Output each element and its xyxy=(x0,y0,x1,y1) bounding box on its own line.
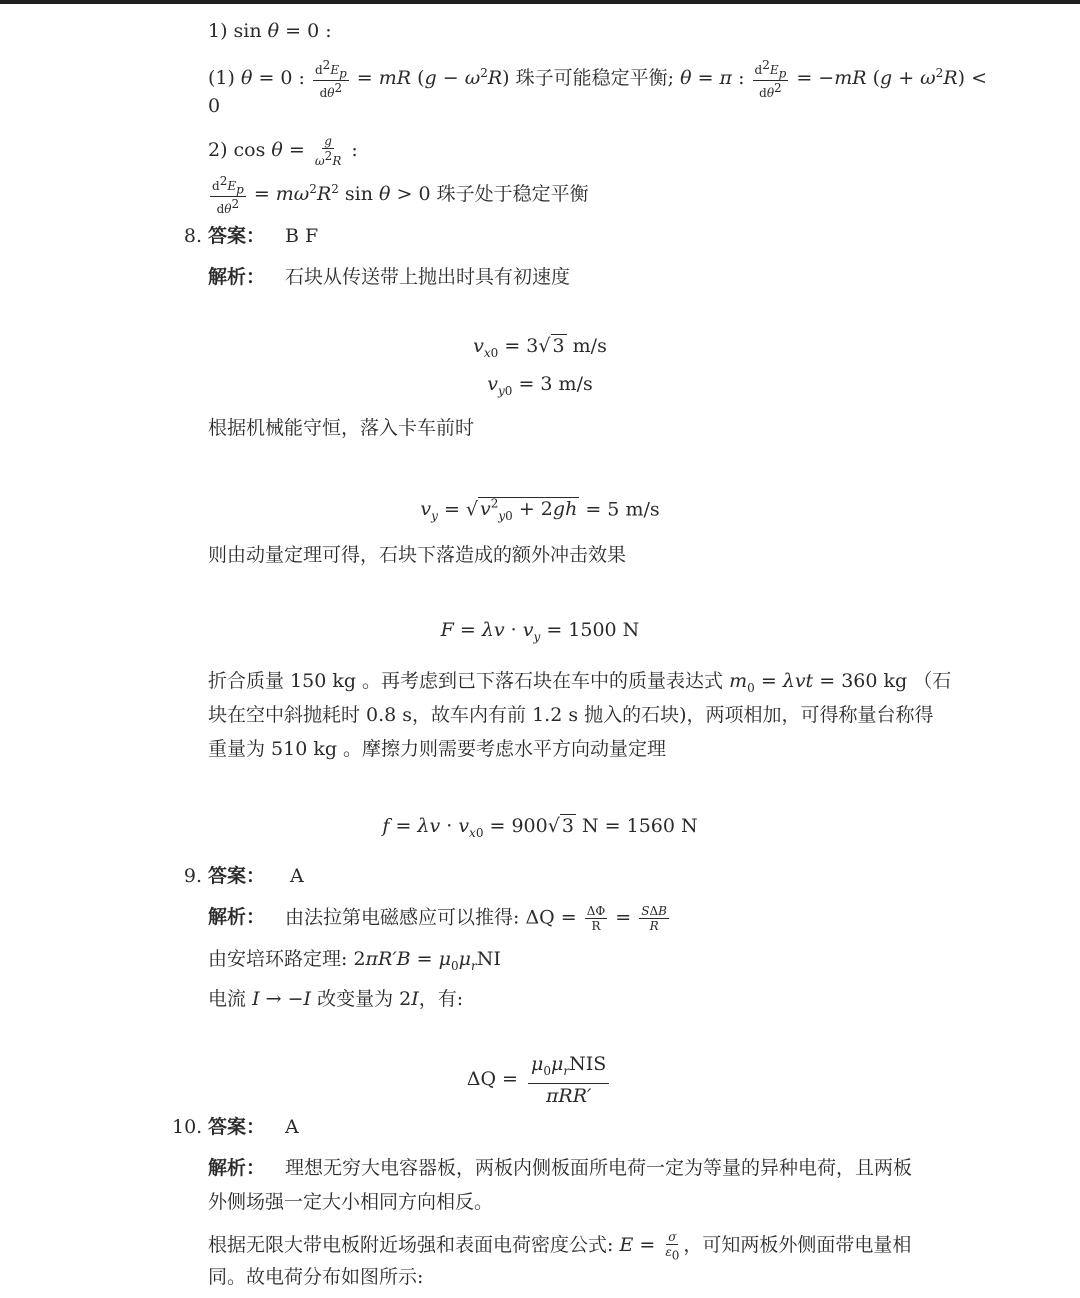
analysis-faraday: 由法拉第电磁感应可以推得: ΔQ = $\frac{\Delta\Phi}{R}$ = $\frac{\text{SΔB}}{R}$ xyxy=(285,904,667,933)
equation-delta-q: ΔQ = $\mu_0\mu_rNIS$ πRR′ xyxy=(0,1052,1080,1108)
paragraph-mass-line-1: 折合质量 150 kg 。再考虑到已下落石块在车中的质量表达式 $m_0 = \lambda vt = 360$ kg （石 xyxy=(208,670,952,695)
top-edge-bar xyxy=(0,0,1080,4)
current-text-b: 改变量为 xyxy=(317,988,394,1010)
analysis-text: 石块从传送带上抛出时具有初速度 xyxy=(285,266,571,288)
analysis-text-line-1: 理想无穷大电容器板，两板内侧板面所电荷一定为等量的异种电荷，且两板 xyxy=(285,1157,913,1179)
answer-value: A xyxy=(290,865,304,887)
question-number: 8. xyxy=(183,225,202,247)
answer-value: A xyxy=(285,1116,299,1138)
analysis-text-line-2: 外侧场强一定大小相同方向相反。 xyxy=(208,1191,494,1213)
case-1-zero: 0 xyxy=(208,95,221,117)
case-2-equation: $\frac{d^2E_p}{d\theta^2}$ = $m\omega^2R^2$ sin θ > 0 珠子处于稳定平衡 xyxy=(212,174,589,217)
current-text-a: 电流 xyxy=(208,988,247,1010)
analysis-label: 解析： xyxy=(208,1157,266,1179)
field-formula-line-2: 同。故电荷分布如图所示: xyxy=(208,1266,424,1288)
ampere-law-line: 由安培环路定理: $2\pi R'B = \mu_0\mu_rNI$ xyxy=(208,948,501,973)
answer-value: B F xyxy=(285,225,319,247)
paragraph-mass-line-3: 重量为 510 kg 。摩擦力则需要考虑水平方向动量定理 xyxy=(208,738,667,760)
analysis-label: 解析： xyxy=(208,266,266,288)
equation-vy0: $v_{y0} = 3$ m/s xyxy=(487,373,593,398)
field-formula-line: 根据无限大带电板附近场强和表面电荷密度公式: E = $\frac{\sigma}{\varepsilon_0}$ ，可知两板外侧面带电量相 xyxy=(208,1230,912,1263)
paragraph-mass-line-2: 块在空中斜抛耗时 0.8 s，故车内有前 1.2 s 抛入的石块)，两项相加，可得称量台称得 xyxy=(208,704,934,726)
case-2-heading: 2) cos θ = $\frac{g}{\omega^2R}$ : xyxy=(208,134,358,168)
field-text-b: ，可知两板外侧面带电量相 xyxy=(683,1234,912,1257)
answer-label: 答案： xyxy=(208,1116,266,1138)
equation-vy: $v_y$ = √ $v^2_{y0} + 2gh = 5$ m/s xyxy=(420,497,660,524)
paragraph-energy: 根据机械能守恒，落入卡车前时 xyxy=(208,417,475,439)
faraday-text: 由法拉第电磁感应可以推得: xyxy=(285,906,520,929)
answer-label: 答案： xyxy=(208,865,266,887)
current-text-c: ，有: xyxy=(418,988,464,1010)
case-1-equation: (1) θ = 0 : $\frac{d^2E_p}{d\theta^2}$ = mR $(g - \omega^2R)$ 珠子可能稳定平衡; θ = π : $\frac{d^2E_p}{d\theta^2}$ = −mR $(g + \omega^2R)$ < xyxy=(208,58,987,101)
case-1-stable-text: 珠子可能稳定平衡; xyxy=(515,67,675,90)
equation-force: $F = \lambda v \cdot v_y = 1500$ N xyxy=(440,619,640,644)
case-1-heading: 1) sin θ = 0 : xyxy=(208,20,332,42)
current-change-line: 电流 I → −I 改变量为 2I，有: xyxy=(208,988,464,1010)
analysis-label: 解析： xyxy=(208,906,266,928)
answer-label: 答案： xyxy=(208,225,266,247)
paragraph-momentum: 则由动量定理可得，石块下落造成的额外冲击效果 xyxy=(208,544,627,566)
equation-friction: $f = \lambda v \cdot v_{x0} = 900√$ 3 N = 1560 N xyxy=(382,815,698,840)
ampere-text: 由安培环路定理: xyxy=(208,948,348,970)
question-number: 10. xyxy=(172,1116,203,1138)
mass-text-b: （石 xyxy=(913,670,952,692)
case-2-stable-text: 珠子处于稳定平衡 xyxy=(436,183,589,206)
equation-vx0: $v_{x0} = 3√$ 3 m/s xyxy=(473,335,607,360)
question-number: 9. xyxy=(183,865,202,887)
field-text-a: 根据无限大带电板附近场强和表面电荷密度公式: xyxy=(208,1234,614,1257)
mass-text-a: 折合质量 150 kg 。再考虑到已下落石块在车中的质量表达式 xyxy=(208,670,724,692)
